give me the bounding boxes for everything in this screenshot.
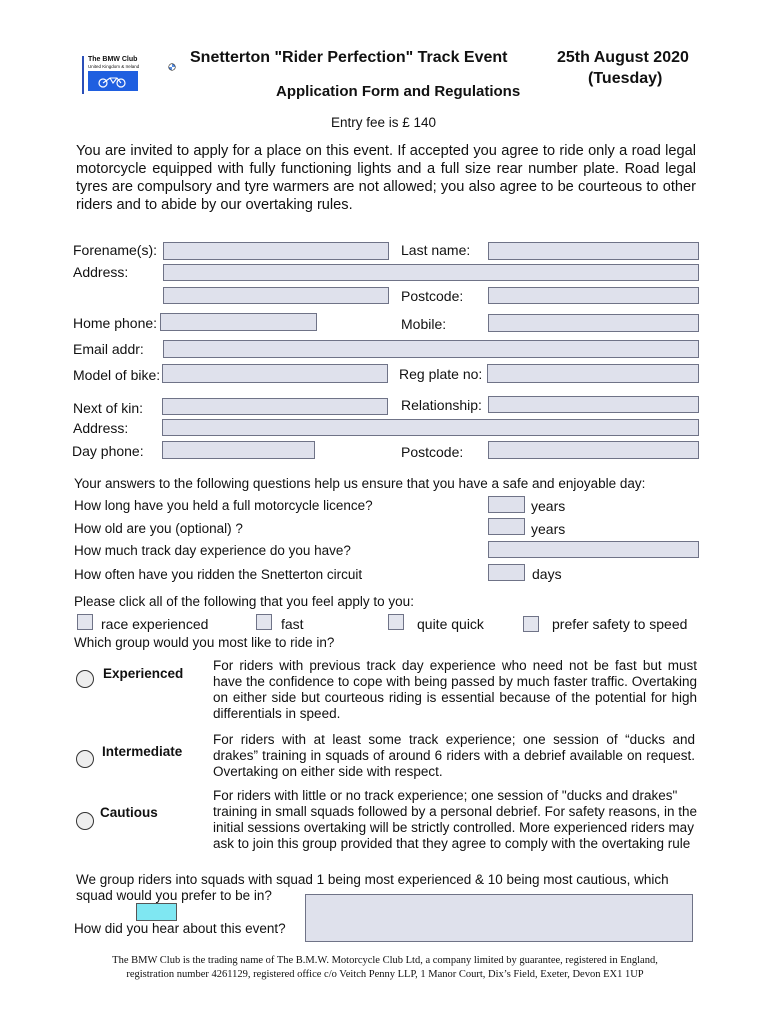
- last-name-label: Last name:: [401, 242, 471, 258]
- safety-checkbox[interactable]: [523, 616, 539, 632]
- forenames-label: Forename(s):: [73, 242, 158, 258]
- squad-question-line1: We group riders into squads with squad 1 being most experienced & 10 being most cautious, which: [76, 872, 669, 887]
- nok-address-label: Address:: [73, 420, 129, 436]
- forenames-field[interactable]: [163, 242, 389, 260]
- event-date: 25th August 2020: [557, 49, 689, 66]
- last-name-field[interactable]: [488, 242, 699, 260]
- squad-field[interactable]: [136, 903, 177, 921]
- heard-question: How did you hear about this event?: [74, 921, 286, 936]
- entry-fee: Entry fee is £ 140: [331, 115, 437, 130]
- snetterton-days-field[interactable]: [488, 564, 525, 581]
- cautious-radio[interactable]: [76, 812, 94, 830]
- group-prompt: Which group would you most like to ride in?: [74, 635, 335, 650]
- postcode-label: Postcode:: [401, 288, 464, 304]
- heard-field[interactable]: [305, 894, 693, 942]
- quite-quick-checkbox[interactable]: [388, 614, 404, 630]
- mobile-label: Mobile:: [401, 316, 447, 332]
- footer-line2: registration number 4261129, registered office c/o Veitch Penny LLP, 1 Manor Court, Dix’s Field, Exeter, Devon EX1 1UP: [126, 969, 644, 980]
- licence-years-field[interactable]: [488, 496, 525, 513]
- day-phone-field[interactable]: [162, 441, 315, 459]
- nok-postcode-field[interactable]: [488, 441, 699, 459]
- apply-prompt: Please click all of the following that you feel apply to you:: [74, 594, 414, 609]
- intro-paragraph: You are invited to apply for a place on this event. If accepted you agree to ride only a road legal motorcycle equipped with fully functioning lights and a full size rear number plate. Road legal tyres are compulsory and tyre warmers are not allowed; you also agree to be courteous to other riders and to abide by our overtaking rules.: [76, 143, 696, 213]
- questions-intro: Your answers to the following questions help us ensure that you have a safe and enjoyable day:: [74, 476, 646, 491]
- email-field[interactable]: [163, 340, 699, 358]
- fast-label: fast: [281, 616, 304, 632]
- intermediate-description: For riders with at least some track experience; one session of “ducks and drakes” training in squads of around 6 riders with a debrief available on request. Overtaking on either side with respect.: [213, 732, 695, 779]
- fast-checkbox[interactable]: [256, 614, 272, 630]
- age-unit: years: [531, 521, 566, 537]
- model-field[interactable]: [162, 364, 388, 383]
- address-line1-field[interactable]: [163, 264, 699, 281]
- address-label: Address:: [73, 264, 129, 280]
- race-experienced-checkbox[interactable]: [77, 614, 93, 630]
- intermediate-label: Intermediate: [102, 744, 183, 759]
- experience-question: How much track day experience do you have?: [74, 543, 351, 558]
- logo-line2: United Kingdom & Ireland: [88, 64, 140, 69]
- intermediate-radio[interactable]: [76, 750, 94, 768]
- snetterton-question: How often have you ridden the Snetterton circuit: [74, 567, 363, 582]
- logo-badge: [88, 71, 138, 91]
- email-label: Email addr:: [73, 341, 144, 357]
- licence-unit: years: [531, 498, 566, 514]
- cautious-label: Cautious: [100, 805, 158, 820]
- experienced-description: For riders with previous track day experience who need not be fast but must have the confidence to cope with being passed by much faster traffic. Overtaking on either side but courteous riding is essential because of the potential for high differentials in speed.: [213, 658, 697, 721]
- experienced-radio[interactable]: [76, 670, 94, 688]
- relationship-field[interactable]: [488, 396, 699, 413]
- nok-postcode-label: Postcode:: [401, 444, 464, 460]
- relationship-label: Relationship:: [401, 397, 482, 413]
- reg-plate-label: Reg plate no:: [399, 366, 483, 382]
- mobile-field[interactable]: [488, 314, 699, 332]
- address-line2-field[interactable]: [163, 287, 389, 304]
- logo-divider: [82, 56, 84, 94]
- snetterton-unit: days: [532, 566, 562, 582]
- next-of-kin-label: Next of kin:: [73, 400, 144, 416]
- licence-question: How long have you held a full motorcycle licence?: [74, 498, 373, 513]
- cautious-description: For riders with little or no track experience; one session of "ducks and drakes" training in small squads followed by a personal debrief. For safety reasons, in the initial sessions overtaking will be strictly controlled. More experienced riders may ask to join this group provided that they agree to comply with the overtaking rule: [213, 788, 698, 851]
- model-label: Model of bike:: [73, 367, 161, 383]
- age-question: How old are you (optional) ?: [74, 521, 243, 536]
- bmw-roundel-icon: [168, 58, 176, 66]
- reg-plate-field[interactable]: [487, 364, 699, 383]
- postcode-field[interactable]: [488, 287, 699, 304]
- nok-address-field[interactable]: [162, 419, 699, 436]
- footer-line1: The BMW Club is the trading name of The B.M.W. Motorcycle Club Ltd, a company limited by guarantee, registered in England,: [112, 955, 658, 966]
- event-day: (Tuesday): [588, 70, 663, 87]
- event-title: Snetterton "Rider Perfection" Track Event: [190, 49, 508, 66]
- experience-field[interactable]: [488, 541, 699, 558]
- home-phone-label: Home phone:: [73, 315, 158, 331]
- safety-label: prefer safety to speed: [552, 616, 688, 632]
- quite-quick-label: quite quick: [417, 616, 484, 632]
- age-years-field[interactable]: [488, 518, 525, 535]
- next-of-kin-field[interactable]: [162, 398, 388, 415]
- motorcycle-icon: [88, 71, 138, 91]
- form-subtitle: Application Form and Regulations: [276, 83, 521, 100]
- day-phone-label: Day phone:: [72, 443, 144, 459]
- race-experienced-label: race experienced: [101, 616, 209, 632]
- home-phone-field[interactable]: [160, 313, 317, 331]
- logo-line1: The BMW Club: [88, 56, 138, 63]
- club-logo: [82, 56, 162, 94]
- squad-question-line2: squad would you prefer to be in?: [76, 888, 272, 903]
- experienced-label: Experienced: [103, 666, 184, 681]
